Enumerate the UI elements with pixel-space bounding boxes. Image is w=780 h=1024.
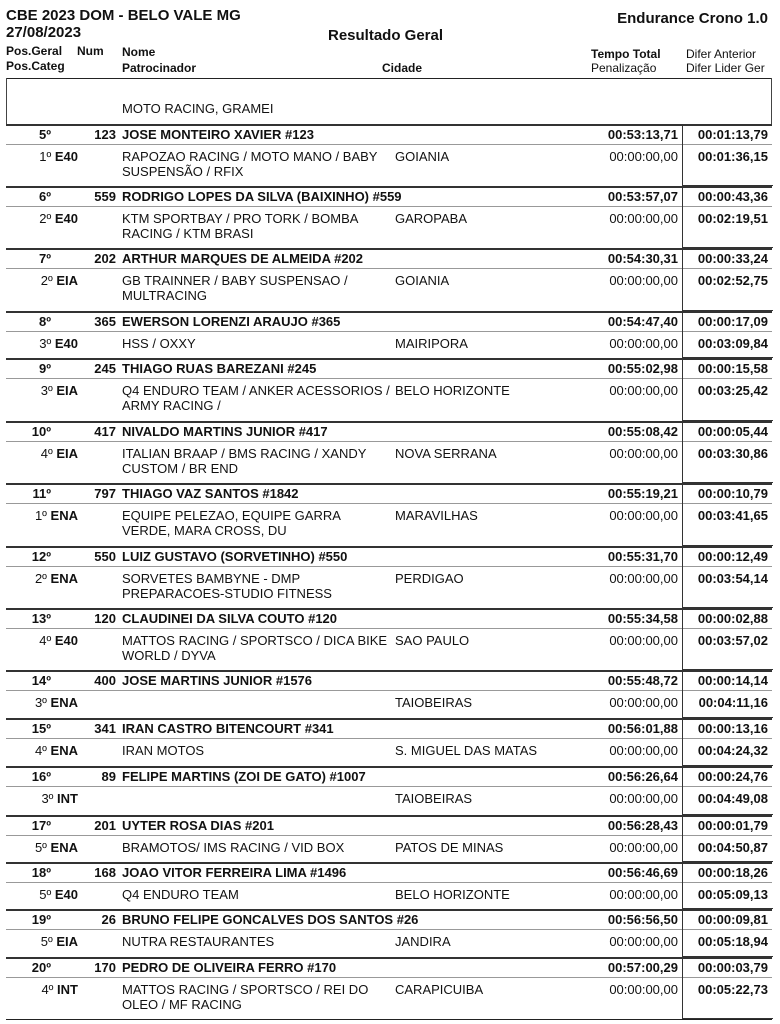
result-row: [6, 124, 772, 186]
overall-position: 6º: [39, 189, 51, 204]
category-rank: 3º: [39, 336, 52, 351]
row-divider: [6, 483, 772, 485]
report-header: [0, 0, 780, 78]
row-subdivider: [6, 144, 772, 145]
diff-leader: 00:03:25,42: [697, 383, 768, 398]
sponsor: Q4 ENDURO TEAM / ANKER ACESSORIOS / ARMY RACING /: [122, 383, 390, 413]
category-position: [6, 791, 78, 806]
row-subdivider: [6, 441, 772, 442]
rider-number: 559: [94, 189, 116, 204]
category-code: EIA: [56, 446, 78, 461]
diff-leader: 00:05:09,13: [697, 887, 768, 902]
total-time: 00:56:28,43: [607, 818, 678, 833]
sponsor: GB TRAINNER / BABY SUSPENSAO / MULTRACING: [122, 273, 348, 303]
sponsor: RAPOZAO RACING / MOTO MANO / BABY SUSPENSÃO / RFIX: [122, 149, 378, 179]
city: S. MIGUEL DAS MATAS: [395, 743, 538, 758]
category-code: EIA: [56, 383, 78, 398]
result-row: [6, 483, 772, 546]
rider-name: JOSE MONTEIRO XAVIER #123: [122, 127, 314, 142]
result-row: [6, 421, 772, 483]
city: JANDIRA: [395, 934, 451, 949]
diff-leader: 00:02:52,75: [697, 273, 768, 288]
overall-position: 9º: [39, 361, 51, 376]
total-time: 00:56:01,88: [607, 721, 678, 736]
overall-position: 12º: [31, 549, 51, 564]
penalty-time: 00:00:00,00: [609, 791, 678, 806]
sponsor: KTM SPORTBAY / PRO TORK / BOMBA RACING / KTM BRASI: [122, 211, 358, 241]
city: TAIOBEIRAS: [395, 791, 473, 806]
col-patrocinador: Patrocinador: [122, 61, 197, 75]
total-time: 00:55:34,58: [607, 611, 678, 626]
overall-position: 20º: [31, 960, 51, 975]
diff-leader: 00:03:54,14: [697, 571, 768, 586]
sponsor: SORVETES BAMBYNE - DMP PREPARACOES-STUDIO FITNESS: [122, 571, 332, 601]
diff-leader: 00:05:22,73: [697, 982, 768, 997]
sponsor-fragment: MOTO RACING, GRAMEI: [122, 101, 274, 116]
penalty-time: 00:00:00,00: [609, 508, 678, 523]
rider-name: FELIPE MARTINS (ZOI DE GATO) #1007: [122, 769, 366, 784]
col-num: Num: [77, 44, 104, 58]
rider-number: 797: [94, 486, 116, 501]
result-row: [6, 766, 772, 815]
result-row: [6, 311, 772, 358]
rider-name: EWERSON LORENZI ARAUJO #365: [122, 314, 341, 329]
row-divider: [6, 358, 772, 360]
diff-previous: 00:00:13,16: [697, 721, 768, 736]
sponsor: BRAMOTOS/ IMS RACING / VID BOX: [122, 840, 345, 855]
penalty-time: 00:00:00,00: [609, 934, 678, 949]
diff-leader: 00:01:36,15: [697, 149, 768, 164]
category-rank: 4º: [39, 633, 52, 648]
rider-name: NIVALDO MARTINS JUNIOR #417: [122, 424, 328, 439]
category-rank: 4º: [41, 982, 54, 997]
category-rank: 3º: [40, 383, 53, 398]
col-pos-geral: Pos.Geral: [6, 44, 63, 58]
rider-name: PEDRO DE OLIVEIRA FERRO #170: [122, 960, 337, 975]
row-subdivider: [6, 786, 772, 787]
result-row: [6, 608, 772, 670]
sponsor: NUTRA RESTAURANTES: [122, 934, 275, 949]
rider-name: THIAGO RUAS BAREZANI #245: [122, 361, 317, 376]
city: GOIANIA: [395, 273, 450, 288]
penalty-time: 00:00:00,00: [609, 743, 678, 758]
row-subdivider: [6, 503, 772, 504]
row-subdivider: [6, 566, 772, 567]
sponsor: Q4 ENDURO TEAM: [122, 887, 239, 902]
category-code: INT: [57, 982, 78, 997]
penalty-time: 00:00:00,00: [609, 982, 678, 997]
city: PERDIGAO: [395, 571, 464, 586]
category-code: E40: [54, 887, 78, 902]
row-divider: [6, 909, 772, 911]
category-position: [6, 982, 78, 997]
row-divider: [6, 546, 772, 548]
penalty-time: 00:00:00,00: [609, 695, 678, 710]
category-position: [6, 887, 78, 902]
category-rank: 5º: [34, 840, 47, 855]
category-rank: 5º: [39, 887, 52, 902]
sponsor: IRAN MOTOS: [122, 743, 205, 758]
row-divider: [6, 862, 772, 864]
rider-name: JOAO VITOR FERREIRA LIMA #1496: [122, 865, 347, 880]
sponsor: MATTOS RACING / SPORTSCO / DICA BIKE WORLD / DYVA: [122, 633, 388, 663]
rider-name: CLAUDINEI DA SILVA COUTO #120: [122, 611, 338, 626]
rider-number: 400: [94, 673, 116, 688]
penalty-time: 00:00:00,00: [609, 887, 678, 902]
row-divider: [6, 186, 772, 188]
row-divider: [6, 124, 772, 126]
category-position: [6, 149, 78, 164]
penalty-time: 00:00:00,00: [609, 273, 678, 288]
rider-number: 168: [94, 865, 116, 880]
city: TAIOBEIRAS: [395, 695, 473, 710]
col-difer-lider: Difer Lider Ger: [686, 61, 765, 75]
overall-position: 15º: [31, 721, 51, 736]
right-border: [771, 78, 772, 124]
row-divider: [6, 608, 772, 610]
penalty-time: 00:00:00,00: [609, 383, 678, 398]
row-subdivider: [6, 690, 772, 691]
category-position: [6, 383, 78, 398]
category-code: ENA: [50, 508, 78, 523]
category-code: E40: [54, 633, 78, 648]
diff-leader: 00:03:57,02: [697, 633, 768, 648]
diff-leader: 00:02:19,51: [697, 211, 768, 226]
row-divider: [6, 718, 772, 720]
total-time: 00:56:26,64: [607, 769, 678, 784]
category-rank: 5º: [40, 934, 53, 949]
sponsor: HSS / OXXY: [122, 336, 196, 351]
rider-name: RODRIGO LOPES DA SILVA (BAIXINHO) #559: [122, 189, 402, 204]
category-position: [6, 273, 78, 288]
diff-previous: 00:00:03,79: [697, 960, 768, 975]
city: BELO HORIZONTE: [395, 383, 510, 398]
city: GOIANIA: [395, 149, 450, 164]
sponsor: EQUIPE PELEZAO, EQUIPE GARRA VERDE, MARA CROSS, DU: [122, 508, 341, 538]
overall-position: 13º: [31, 611, 51, 626]
city: NOVA SERRANA: [395, 446, 497, 461]
penalty-time: 00:00:00,00: [609, 446, 678, 461]
category-position: [6, 571, 78, 586]
city: CARAPICUIBA: [395, 982, 484, 997]
rider-name: ARTHUR MARQUES DE ALMEIDA #202: [122, 251, 364, 266]
overall-position: 5º: [39, 127, 51, 142]
row-subdivider: [6, 268, 772, 269]
sponsor: MATTOS RACING / SPORTSCO / REI DO OLEO / MF RACING: [122, 982, 369, 1012]
row-divider: [6, 248, 772, 250]
rider-name: THIAGO VAZ SANTOS #1842: [122, 486, 299, 501]
row-divider: [6, 421, 772, 423]
category-position: [6, 336, 78, 351]
event-date: 27/08/2023: [6, 24, 82, 41]
total-time: 00:57:00,29: [607, 960, 678, 975]
category-code: ENA: [50, 571, 78, 586]
overall-position: 19º: [31, 912, 51, 927]
col-pos-categ: Pos.Categ: [6, 59, 65, 73]
col-difer-anterior: Difer Anterior: [686, 47, 757, 61]
overall-position: 10º: [31, 424, 51, 439]
rider-number: 550: [94, 549, 116, 564]
row-subdivider: [6, 738, 772, 739]
penalty-time: 00:00:00,00: [609, 149, 678, 164]
diff-leader: 00:05:18,94: [697, 934, 768, 949]
rider-number: 417: [94, 424, 116, 439]
left-border: [6, 78, 7, 124]
result-row: [6, 248, 772, 311]
category-code: E40: [54, 336, 78, 351]
rider-name: UYTER ROSA DIAS #201: [122, 818, 274, 833]
total-time: 00:56:46,69: [607, 865, 678, 880]
city: BELO HORIZONTE: [395, 887, 510, 902]
diff-previous: 00:00:02,88: [697, 611, 768, 626]
rider-number: 170: [94, 960, 116, 975]
rider-name: JOSE MARTINS JUNIOR #1576: [122, 673, 313, 688]
category-code: E40: [54, 149, 78, 164]
result-row: [6, 815, 772, 862]
overall-position: 18º: [31, 865, 51, 880]
diff-previous: 00:00:12,49: [697, 549, 768, 564]
row-divider: [6, 670, 772, 672]
col-penalizacao: Penalização: [591, 61, 657, 75]
result-row: [6, 670, 772, 718]
diff-previous: 00:00:18,26: [697, 865, 768, 880]
category-code: EIA: [56, 934, 78, 949]
penalty-time: 00:00:00,00: [609, 840, 678, 855]
diff-previous: 00:00:05,44: [697, 424, 768, 439]
category-rank: 2º: [39, 211, 52, 226]
diff-leader: 00:04:24,32: [697, 743, 768, 758]
rider-name: LUIZ GUSTAVO (SORVETINHO) #550: [122, 549, 348, 564]
total-time: 00:54:30,31: [607, 251, 678, 266]
row-divider: [6, 957, 772, 959]
total-time: 00:56:56,50: [607, 912, 678, 927]
overall-position: 8º: [39, 314, 51, 329]
diff-previous: 00:00:33,24: [697, 251, 768, 266]
row-subdivider: [6, 378, 772, 379]
header-divider: [6, 78, 772, 79]
category-rank: 4º: [40, 446, 53, 461]
rider-number: 201: [94, 818, 116, 833]
row-subdivider: [6, 331, 772, 332]
category-code: ENA: [50, 695, 78, 710]
software-name: Endurance Crono 1.0: [617, 10, 768, 27]
row-divider: [6, 311, 772, 313]
penalty-time: 00:00:00,00: [609, 211, 678, 226]
sponsor: ITALIAN BRAAP / BMS RACING / XANDY CUSTOM / BR END: [122, 446, 367, 476]
diff-previous: 00:00:17,09: [697, 314, 768, 329]
overall-position: 16º: [31, 769, 51, 784]
penalty-time: 00:00:00,00: [609, 571, 678, 586]
result-row: [6, 358, 772, 421]
total-time: 00:53:57,07: [607, 189, 678, 204]
total-time: 00:55:31,70: [607, 549, 678, 564]
rider-number: 365: [94, 314, 116, 329]
category-position: [6, 211, 78, 226]
total-time: 00:55:02,98: [607, 361, 678, 376]
rider-name: BRUNO FELIPE GONCALVES DOS SANTOS #26: [122, 912, 419, 927]
rider-number: 123: [94, 127, 116, 142]
category-rank: 2º: [34, 571, 47, 586]
category-position: [6, 695, 78, 710]
diff-previous: 00:00:14,14: [697, 673, 768, 688]
penalty-time: 00:00:00,00: [609, 336, 678, 351]
diff-previous: 00:00:10,79: [697, 486, 768, 501]
row-subdivider: [6, 206, 772, 207]
category-position: [6, 633, 78, 648]
city: PATOS DE MINAS: [395, 840, 504, 855]
category-rank: 1º: [34, 508, 47, 523]
category-rank: 3º: [34, 695, 47, 710]
diff-leader: 00:04:11,16: [698, 695, 768, 710]
overall-position: 14º: [31, 673, 51, 688]
category-rank: 2º: [40, 273, 53, 288]
rider-number: 120: [94, 611, 116, 626]
row-divider: [6, 766, 772, 768]
report-title: Resultado Geral: [328, 27, 444, 44]
overall-position: 17º: [31, 818, 51, 833]
rider-number: 341: [94, 721, 116, 736]
penalty-time: 00:00:00,00: [609, 633, 678, 648]
row-subdivider: [6, 929, 772, 930]
result-row: [6, 909, 772, 957]
row-subdivider: [6, 835, 772, 836]
diff-previous: 00:00:24,76: [697, 769, 768, 784]
rider-number: 202: [94, 251, 116, 266]
category-code: ENA: [50, 743, 78, 758]
diff-leader: 00:04:49,08: [697, 791, 768, 806]
rider-number: 245: [94, 361, 116, 376]
category-rank: 3º: [41, 791, 54, 806]
diff-previous: 00:00:09,81: [697, 912, 768, 927]
overall-position: 7º: [39, 251, 51, 266]
rider-name: IRAN CASTRO BITENCOURT #341: [122, 721, 334, 736]
result-row: [6, 186, 772, 248]
rider-number: 26: [101, 912, 116, 927]
category-position: [6, 840, 78, 855]
diff-leader: 00:03:41,65: [697, 508, 768, 523]
row-divider: [6, 815, 772, 817]
total-time: 00:53:13,71: [607, 127, 678, 142]
total-time: 00:55:48,72: [607, 673, 678, 688]
row-subdivider: [6, 977, 772, 978]
result-row: [6, 862, 772, 909]
category-rank: 1º: [39, 149, 52, 164]
result-row: [6, 957, 772, 1019]
category-position: [6, 508, 78, 523]
diff-leader: 00:03:09,84: [697, 336, 768, 351]
city: MARAVILHAS: [395, 508, 478, 523]
event-title: CBE 2023 DOM - BELO VALE MG: [6, 7, 241, 24]
col-nome: Nome: [122, 45, 156, 59]
row-subdivider: [6, 882, 772, 883]
diff-previous: 00:00:15,58: [697, 361, 768, 376]
diff-leader: 00:04:50,87: [697, 840, 768, 855]
category-code: EIA: [56, 273, 78, 288]
category-code: INT: [57, 791, 78, 806]
category-code: ENA: [50, 840, 78, 855]
city: SAO PAULO: [395, 633, 470, 648]
total-time: 00:54:47,40: [607, 314, 678, 329]
col-tempo-total: Tempo Total: [591, 47, 661, 61]
category-position: [6, 934, 78, 949]
category-position: [6, 743, 78, 758]
result-row: [6, 718, 772, 766]
result-row: [6, 546, 772, 608]
rider-number: 89: [101, 769, 116, 784]
category-rank: 4º: [34, 743, 47, 758]
table-bottom-rule: [6, 1019, 772, 1020]
city: GAROPABA: [395, 211, 468, 226]
diff-previous: 00:00:01,79: [697, 818, 768, 833]
overall-position: 11º: [32, 486, 51, 501]
diff-previous: 00:01:13,79: [697, 127, 768, 142]
category-code: E40: [54, 211, 78, 226]
category-position: [6, 446, 78, 461]
diff-leader: 00:03:30,86: [697, 446, 768, 461]
col-cidade: Cidade: [382, 61, 423, 75]
total-time: 00:55:19,21: [607, 486, 678, 501]
diff-previous: 00:00:43,36: [697, 189, 768, 204]
total-time: 00:55:08,42: [607, 424, 678, 439]
city: MAIRIPORA: [395, 336, 468, 351]
row-subdivider: [6, 628, 772, 629]
